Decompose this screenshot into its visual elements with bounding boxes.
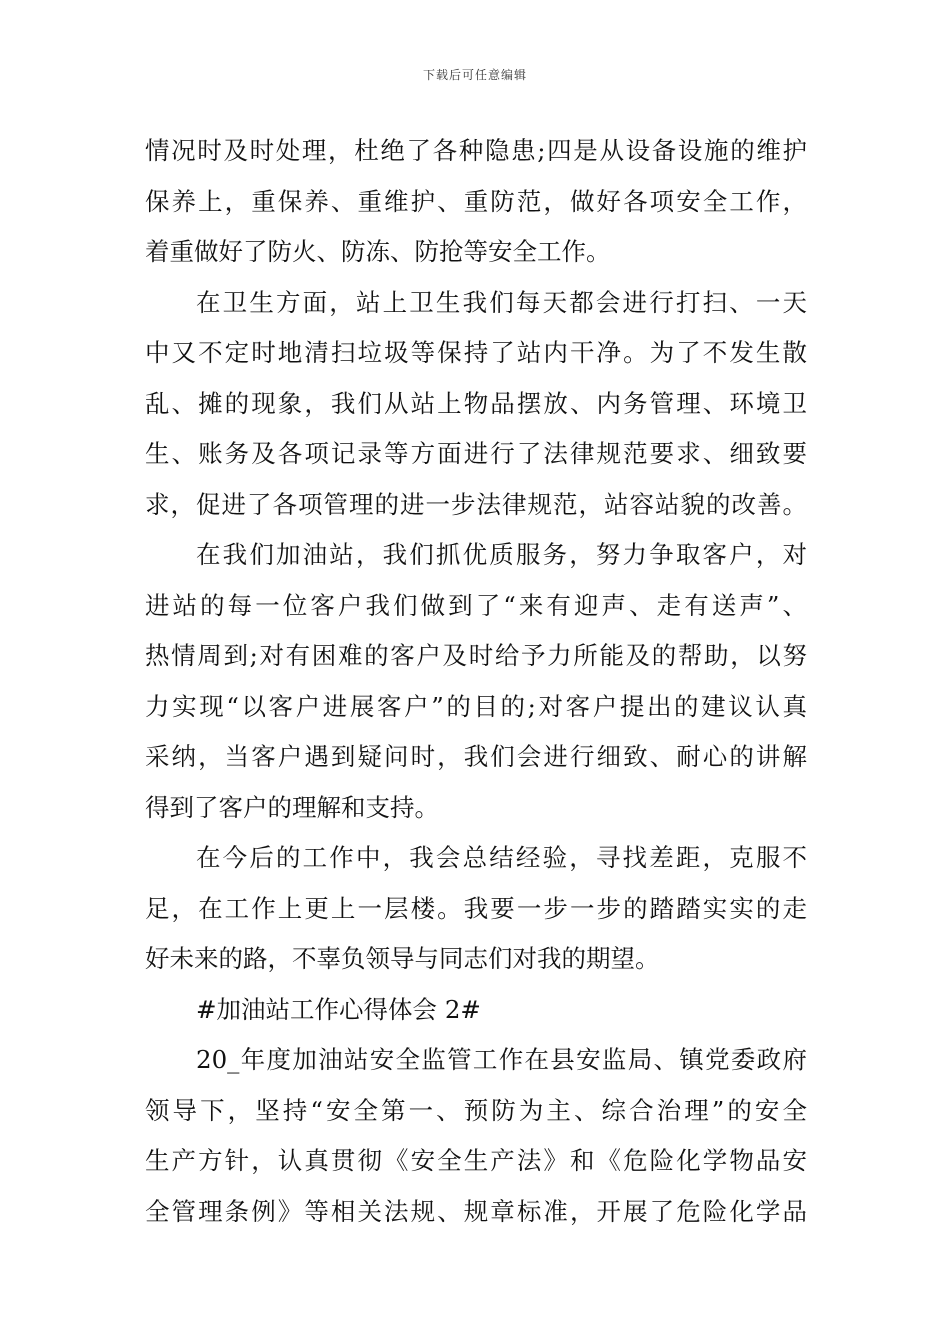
text-line: 在卫生方面，站上卫生我们每天都会进行打扫、一天 (196, 287, 807, 317)
text-line: 生、账务及各项记录等方面进行了法律规范要求、细致要 (145, 439, 807, 468)
text-line: 情况时及时处理，杜绝了各种隐患;四是从设备设施的维护 (145, 136, 807, 165)
text-line: 在我们加油站，我们抓优质服务，努力争取客户，对 (196, 540, 807, 569)
text-line: 着重做好了防火、防冻、防抢等安全工作。 (145, 237, 611, 266)
text-line: 采纳，当客户遇到疑问时，我们会进行细致、耐心的讲解 (145, 742, 807, 771)
text-line: 足，在工作上更上一层楼。我要一步一步的踏踏实实的走 (145, 893, 807, 923)
text-line: 20_年度加油站安全监管工作在县安监局、镇党委政府 (196, 1045, 807, 1074)
text-line: 得到了客户的理解和支持。 (145, 792, 439, 822)
page-header-note: 下载后可任意编辑 (422, 68, 527, 82)
text-line: 生产方针，认真贯彻《安全生产法》和《危险化学物品安 (145, 1146, 807, 1175)
text-line: 求，促进了各项管理的进一步法律规范，站容站貌的改善。 (145, 489, 807, 519)
section-heading: #加油站工作心得体会 2# (196, 994, 481, 1024)
text-line: 好未来的路，不辜负领导与同志们对我的期望。 (145, 944, 660, 973)
text-line: 全管理条例》等相关法规、规章标准，开展了危险化学品 (145, 1196, 807, 1226)
text-line: 中又不定时地清扫垃圾等保持了站内干净。为了不发生散 (145, 338, 807, 367)
text-line: 进站的每一位客户我们做到了“来有迎声、走有送声”、 (145, 590, 807, 620)
text-line: 乱、摊的现象，我们从站上物品摆放、内务管理、环境卫 (145, 388, 807, 418)
text-line: 热情周到;对有困难的客户及时给予力所能及的帮助，以努 (145, 641, 807, 670)
text-line: 力实现“以客户进展客户”的目的;对客户提出的建议认真 (145, 691, 807, 721)
text-line: 在今后的工作中，我会总结经验，寻找差距，克服不 (196, 843, 807, 872)
text-line: 领导下，坚持“安全第一、预防为主、综合治理”的安全 (145, 1095, 807, 1125)
document-body (145, 126, 807, 1237)
text-line: 保养上，重保养、重维护、重防范，做好各项安全工作， (145, 186, 807, 216)
